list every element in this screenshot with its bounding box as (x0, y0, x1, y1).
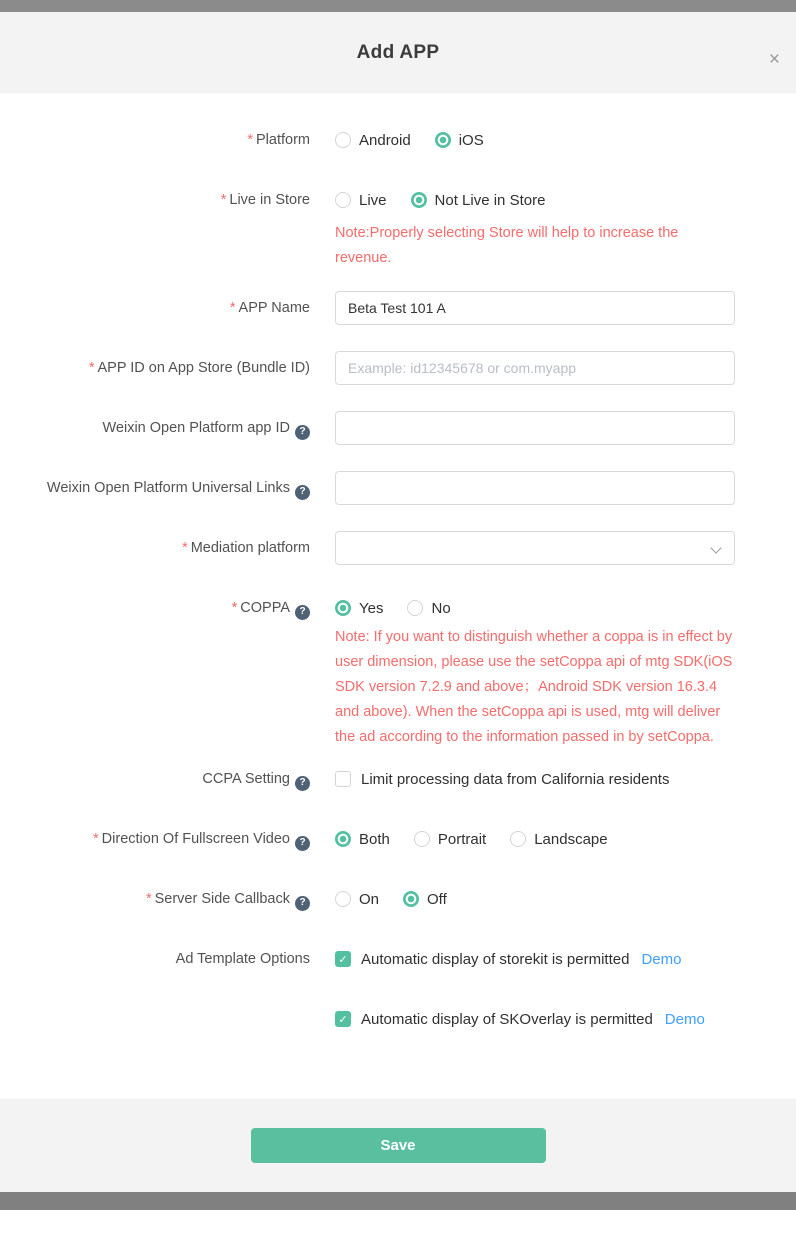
radio-label: iOS (458, 131, 484, 149)
storekit-checkbox-label: Automatic display of storekit is permitted (361, 950, 630, 968)
form-row-app-id (0, 351, 796, 385)
radio-live[interactable] (335, 192, 387, 209)
radio-label: Android (359, 131, 411, 149)
weixin-app-id-label (0, 411, 310, 445)
radio-unselected-icon (414, 831, 430, 847)
radio-label: Landscape (534, 830, 608, 848)
weixin-app-id-input[interactable] (335, 411, 735, 445)
ad-template-label (0, 942, 310, 976)
form-row-coppa (0, 591, 796, 750)
live-in-store-note: Note:Properly selecting Store will help to increase the revenue. (335, 225, 679, 266)
dialog-title: Add APP (356, 41, 440, 63)
page-bottom-bar (0, 1192, 796, 1210)
radio-selected-icon (335, 831, 351, 847)
radio-callback-off[interactable] (403, 891, 447, 908)
radio-selected-icon (411, 192, 427, 208)
check-icon: ✓ (338, 953, 348, 966)
required-asterisk: * (229, 300, 236, 316)
weixin-links-input[interactable] (335, 471, 735, 505)
chevron-down-icon (710, 542, 721, 553)
form-row-weixin-links (0, 471, 796, 505)
radio-unselected-icon (335, 891, 351, 907)
app-id-label-text: APP ID on App Store (Bundle ID) (97, 360, 310, 376)
radio-selected-icon (403, 891, 419, 907)
add-app-form (0, 93, 796, 1099)
form-row-direction (0, 822, 796, 856)
radio-selected-icon (335, 600, 351, 616)
radio-unselected-icon (510, 831, 526, 847)
radio-coppa-no[interactable] (407, 600, 450, 617)
radio-unselected-icon (407, 600, 423, 616)
radio-label: Yes (359, 599, 384, 617)
radio-label: Live (359, 191, 387, 209)
form-row-mediation (0, 531, 796, 565)
radio-label: Not Live in Store (434, 191, 546, 209)
ad-template-label-text: Ad Template Options (175, 951, 310, 967)
required-asterisk: * (145, 891, 152, 907)
page-top-bar (0, 0, 796, 12)
save-button[interactable]: Save (251, 1128, 546, 1163)
coppa-label (0, 591, 310, 625)
mediation-label-text: Mediation platform (190, 540, 310, 556)
help-icon[interactable]: ? (295, 836, 310, 851)
form-row-app-name (0, 291, 796, 325)
skoverlay-demo-link[interactable]: Demo (664, 1010, 705, 1028)
required-asterisk: * (182, 540, 188, 556)
form-row-weixin-app-id (0, 411, 796, 445)
ccpa-label-text: CCPA Setting (202, 771, 290, 787)
ccpa-checkbox[interactable] (335, 771, 351, 787)
mediation-select[interactable] (335, 531, 735, 565)
form-row-live-in-store (0, 183, 796, 271)
dialog-footer (0, 1099, 796, 1192)
radio-callback-on[interactable] (335, 891, 379, 908)
radio-label: On (359, 890, 380, 908)
form-row-ad-template (0, 942, 796, 1036)
close-icon[interactable]: × (768, 49, 780, 70)
mediation-label (0, 531, 310, 565)
dialog-header (0, 12, 796, 93)
required-asterisk: * (247, 132, 253, 148)
radio-coppa-yes[interactable] (335, 600, 383, 617)
skoverlay-checkbox[interactable] (335, 1011, 351, 1027)
radio-selected-icon (435, 132, 451, 148)
callback-label (0, 882, 310, 916)
storekit-checkbox[interactable] (335, 951, 351, 967)
weixin-app-id-label-text: Weixin Open Platform app ID (102, 420, 290, 436)
required-asterisk: * (231, 600, 238, 616)
weixin-links-label (0, 471, 310, 505)
radio-direction-both[interactable] (335, 831, 390, 848)
required-asterisk: * (93, 831, 99, 847)
radio-direction-landscape[interactable] (510, 831, 607, 848)
radio-label: Portrait (437, 830, 487, 848)
help-icon[interactable]: ? (295, 776, 310, 791)
app-name-label (0, 291, 310, 325)
radio-not-live-in-store[interactable] (411, 192, 546, 209)
platform-label-text: Platform (256, 132, 310, 148)
help-icon[interactable]: ? (295, 605, 310, 620)
direction-label (0, 822, 310, 856)
help-icon[interactable]: ? (295, 425, 310, 440)
direction-label-text: Direction Of Fullscreen Video (101, 831, 290, 847)
live-in-store-label (0, 183, 310, 217)
coppa-note: Note: If you want to distinguish whether a coppa is in effect by user dimension, please use the setCoppa api of mtg SDK(iOS SDK version 7.2.9 and above；Android SDK version 16.3.4 and above). When the setCoppa api is used, mtg will deliver the ad according to the information passed in by setCoppa. (335, 629, 733, 745)
live-in-store-label-text: Live in Store (229, 192, 310, 208)
radio-unselected-icon (335, 192, 351, 208)
required-asterisk: * (88, 360, 95, 376)
radio-direction-portrait[interactable] (414, 831, 486, 848)
platform-label (0, 123, 310, 157)
weixin-links-label-text: Weixin Open Platform Universal Links (46, 480, 290, 496)
storekit-demo-link[interactable]: Demo (641, 950, 682, 968)
form-row-ccpa (0, 762, 796, 796)
help-icon[interactable]: ? (295, 485, 310, 500)
required-asterisk: * (220, 192, 227, 208)
radio-label: Both (359, 830, 390, 848)
app-id-input[interactable] (335, 351, 735, 385)
app-name-input[interactable] (335, 291, 735, 325)
check-icon: ✓ (338, 1013, 348, 1026)
help-icon[interactable]: ? (295, 896, 310, 911)
radio-label: No (431, 599, 451, 617)
ccpa-checkbox-label: Limit processing data from California residents (361, 770, 670, 788)
skoverlay-checkbox-label: Automatic display of SKOverlay is permitted (361, 1010, 653, 1028)
radio-platform-ios[interactable] (435, 132, 484, 149)
form-row-callback (0, 882, 796, 916)
form-row-platform (0, 123, 796, 157)
coppa-label-text: COPPA (240, 600, 290, 616)
radio-label: Off (427, 890, 447, 908)
callback-label-text: Server Side Callback (154, 891, 290, 907)
ccpa-label (0, 762, 310, 796)
radio-unselected-icon (335, 132, 351, 148)
app-name-label-text: APP Name (238, 300, 310, 316)
app-id-label (0, 351, 310, 385)
radio-platform-android[interactable] (335, 132, 411, 149)
